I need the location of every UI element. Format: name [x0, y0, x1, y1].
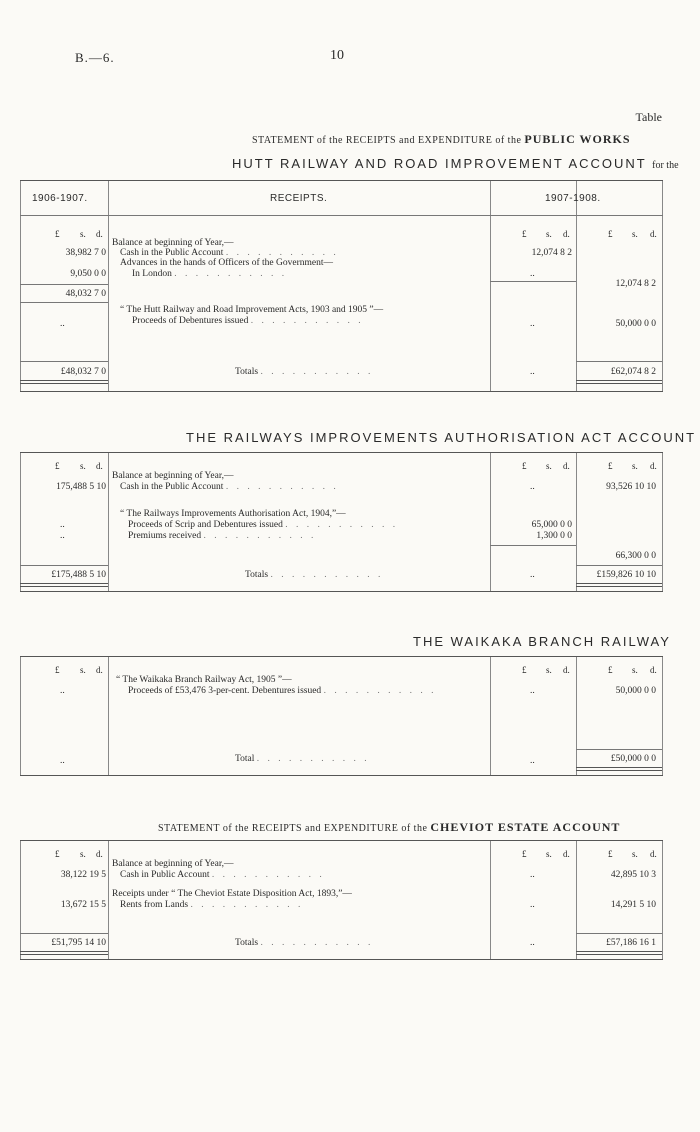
hutt-title: HUTT RAILWAY AND ROAD IMPROVEMENT ACCOUNT for the — [232, 156, 679, 171]
line-text: Cash in the Public Account . . . . . . . . . . . — [120, 482, 339, 492]
lsd-pence: d. — [650, 849, 657, 859]
lsd-shilling: s. — [80, 229, 86, 239]
lsd-pound: £ — [608, 461, 613, 471]
lsd-shilling: s. — [80, 849, 86, 859]
value-right: 14,291 5 10 — [610, 900, 656, 910]
value-mid: .. — [530, 938, 535, 948]
lsd-pound: £ — [55, 461, 60, 471]
lsd-pence: d. — [563, 665, 570, 675]
lsd-shilling: s. — [632, 229, 638, 239]
lsd-pence: d. — [563, 849, 570, 859]
value-left: .. — [60, 686, 65, 696]
line-text: In London . . . . . . . . . . . — [132, 269, 288, 279]
line-text: “ The Railways Improvements Authorisation Act, 1904,”— — [120, 509, 346, 519]
lsd-shilling: s. — [546, 229, 552, 239]
lsd-shilling: s. — [632, 461, 638, 471]
value-left: 48,032 7 0 — [65, 289, 106, 299]
lsd-shilling: s. — [546, 849, 552, 859]
lsd-pound: £ — [522, 665, 527, 675]
hutt-table — [20, 180, 663, 392]
value-left: 175,488 5 10 — [56, 482, 106, 492]
value-left: .. — [60, 319, 65, 329]
waikaka-title: THE WAIKAKA BRANCH RAILWAY — [413, 634, 671, 649]
lsd-pence: d. — [650, 229, 657, 239]
line-text: “ The Hutt Railway and Road Improvement Acts, 1903 and 1905 ”— — [120, 305, 384, 315]
total-right: £62,074 8 2 — [610, 367, 656, 377]
lsd-pence: d. — [650, 461, 657, 471]
lsd-pound: £ — [608, 665, 613, 675]
lsd-pound: £ — [55, 665, 60, 675]
line-text: Cash in the Public Account . . . . . . . . . . . — [120, 248, 339, 258]
total-right: £50,000 0 0 — [610, 754, 656, 764]
value-left: .. — [60, 531, 65, 541]
lsd-shilling: s. — [632, 665, 638, 675]
value-left: .. — [60, 520, 65, 530]
lsd-shilling: s. — [80, 461, 86, 471]
value-left: 38,982 7 0 — [65, 248, 106, 258]
lsd-shilling: s. — [632, 849, 638, 859]
line-text: Rents from Lands . . . . . . . . . . . — [120, 900, 304, 910]
lsd-shilling: s. — [546, 461, 552, 471]
railways-title: THE RAILWAYS IMPROVEMENTS AUTHORISATION ACT ACCOUNT — [186, 430, 697, 445]
total-left: £48,032 7 0 — [60, 367, 106, 377]
line-text: Proceeds of Debentures issued . . . . . . . . . . . — [132, 316, 364, 326]
lsd-pence: d. — [96, 229, 103, 239]
value-left: 13,672 15 5 — [60, 900, 106, 910]
line-text: Cash in Public Account . . . . . . . . . . . — [120, 870, 325, 880]
page-number: 10 — [330, 48, 344, 63]
value-mid: 1,300 0 0 — [536, 531, 572, 541]
line-text: Receipts under “ The Cheviot Estate Disposition Act, 1893,”— — [112, 889, 352, 899]
value-mid: .. — [530, 570, 535, 580]
value-mid: .. — [530, 269, 535, 279]
lsd-pound: £ — [522, 849, 527, 859]
total-left: £175,488 5 10 — [51, 570, 106, 580]
value-left: 9,050 0 0 — [70, 269, 106, 279]
lsd-pence: d. — [96, 461, 103, 471]
lsd-pence: d. — [650, 665, 657, 675]
waikaka-table — [20, 656, 663, 776]
col-year-right: 1907-1908. — [545, 193, 601, 204]
total-label: Totals . . . . . . . . . . . — [245, 570, 384, 580]
total-label: Total . . . . . . . . . . . — [235, 754, 370, 764]
total-label: Totals . . . . . . . . . . . — [235, 367, 374, 377]
lsd-pound: £ — [55, 229, 60, 239]
line-text: Premiums received . . . . . . . . . . . — [128, 531, 317, 541]
value-left: 38,122 19 5 — [60, 870, 106, 880]
value-mid: .. — [530, 900, 535, 910]
total-label: Totals . . . . . . . . . . . — [235, 938, 374, 948]
value-left: .. — [60, 756, 65, 766]
lsd-pound: £ — [522, 461, 527, 471]
total-right: £159,826 10 10 — [596, 570, 656, 580]
col-year-left: 1906-1907. — [32, 193, 88, 204]
value-right: 42,895 10 3 — [610, 870, 656, 880]
lsd-pence: d. — [96, 849, 103, 859]
lsd-pound: £ — [608, 229, 613, 239]
lsd-pound: £ — [522, 229, 527, 239]
cheviot-statement-heading: STATEMENT of the RECEIPTS and EXPENDITURE of the CHEVIOT ESTATE ACCOUNT — [158, 820, 621, 834]
value-mid: .. — [530, 319, 535, 329]
value-mid: .. — [530, 686, 535, 696]
lsd-shilling: s. — [546, 665, 552, 675]
line-text: Proceeds of Scrip and Debentures issued . . . . . . . . . . . — [128, 520, 399, 530]
value-right: 50,000 0 0 — [615, 319, 656, 329]
value-mid: .. — [530, 482, 535, 492]
lsd-pence: d. — [96, 665, 103, 675]
cheviot-table — [20, 840, 663, 960]
value-mid: .. — [530, 870, 535, 880]
railways-table — [20, 452, 663, 592]
value-mid: .. — [530, 367, 535, 377]
value-mid: .. — [530, 756, 535, 766]
value-right: 93,526 10 10 — [606, 482, 656, 492]
lsd-pence: d. — [563, 229, 570, 239]
total-right: £57,186 16 1 — [606, 938, 656, 948]
lsd-pound: £ — [608, 849, 613, 859]
lsd-pound: £ — [55, 849, 60, 859]
table-label: Table — [635, 110, 662, 124]
line-text: Balance at beginning of Year,— — [112, 859, 234, 869]
line-text: Balance at beginning of Year,— — [112, 238, 234, 248]
lsd-shilling: s. — [80, 665, 86, 675]
line-text: Proceeds of £53,476 3-per-cent. Debentures issued . . . . . . . . . . . — [128, 686, 437, 696]
value-right: 50,000 0 0 — [615, 686, 656, 696]
total-left: £51,795 14 10 — [51, 938, 106, 948]
line-text: Advances in the hands of Officers of the Government— — [120, 258, 333, 268]
document-ref: B.—6. — [75, 50, 115, 65]
line-text: “ The Waikaka Branch Railway Act, 1905 ”— — [116, 675, 292, 685]
value-mid: 12,074 8 2 — [531, 248, 572, 258]
line-text: Balance at beginning of Year,— — [112, 471, 234, 481]
hutt-statement-heading: STATEMENT of the RECEIPTS and EXPENDITURE of the PUBLIC WORKS — [252, 132, 631, 146]
value-mid: 65,000 0 0 — [531, 520, 572, 530]
lsd-pence: d. — [563, 461, 570, 471]
value-right: 12,074 8 2 — [615, 279, 656, 289]
col-receipts: RECEIPTS. — [270, 193, 328, 204]
value-right: 66,300 0 0 — [615, 551, 656, 561]
